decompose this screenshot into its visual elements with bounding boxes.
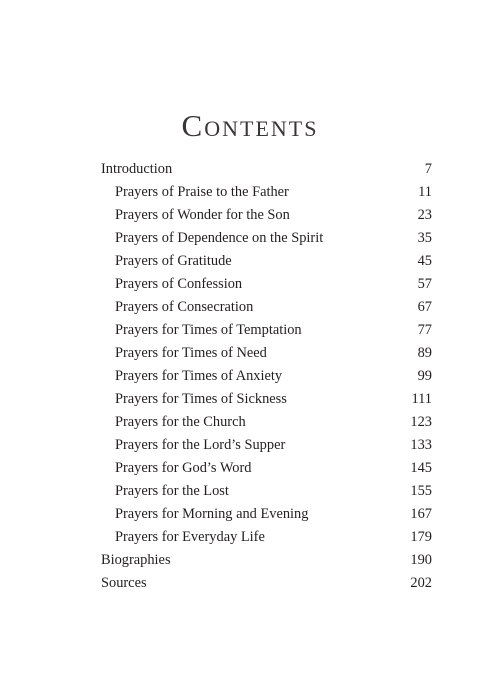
toc-entry <box>101 572 432 595</box>
toc-entry-page-number: 77 <box>417 322 432 338</box>
toc-entry-page-number: 167 <box>410 506 432 522</box>
toc-entry-title: Prayers for Everyday Life <box>115 529 265 545</box>
toc-entry-title: Prayers of Praise to the Father <box>115 184 289 200</box>
toc-entry <box>101 526 432 549</box>
toc-entry-title: Prayers for the Church <box>115 414 246 430</box>
toc-entry-title: Prayers for Morning and Evening <box>115 506 309 522</box>
toc-entry <box>101 457 432 480</box>
toc-entry <box>101 296 432 319</box>
toc-entry <box>101 388 432 411</box>
toc-entry-title: Prayers for God’s Word <box>115 460 252 476</box>
toc-entry-title: Prayers for Times of Need <box>115 345 267 361</box>
toc-entry-page-number: 202 <box>410 575 432 591</box>
toc-entry-page-number: 123 <box>410 414 432 430</box>
toc-entry-page-number: 67 <box>417 299 432 315</box>
toc-entry <box>101 319 432 342</box>
toc-entry-title: Prayers for Times of Sickness <box>115 391 287 407</box>
toc-entry-page-number: 145 <box>410 460 432 476</box>
toc-entry <box>101 411 432 434</box>
toc-entry-page-number: 99 <box>417 368 432 384</box>
toc-entry <box>101 273 432 296</box>
toc-entry-title: Prayers for Times of Temptation <box>115 322 302 338</box>
toc-entry-title: Prayers for the Lord’s Supper <box>115 437 286 453</box>
toc-entry <box>101 227 432 250</box>
toc-entry-title: Prayers for Times of Anxiety <box>115 368 283 384</box>
toc-entry-page-number: 35 <box>417 230 432 246</box>
toc-entry-page-number: 111 <box>411 391 432 407</box>
toc-entry <box>101 181 432 204</box>
toc-entry-page-number: 23 <box>417 207 432 223</box>
toc-entry <box>101 158 432 181</box>
table-of-contents <box>101 158 432 595</box>
toc-entry <box>101 204 432 227</box>
toc-entry <box>101 480 432 503</box>
toc-entry <box>101 342 432 365</box>
toc-entry <box>101 250 432 273</box>
toc-entry-page-number: 11 <box>418 184 432 200</box>
toc-entry-page-number: 155 <box>410 483 432 499</box>
toc-entry-page-number: 133 <box>410 437 432 453</box>
toc-entry-title: Prayers for the Lost <box>115 483 229 499</box>
toc-entry-page-number: 89 <box>417 345 432 361</box>
toc-entry <box>101 549 432 572</box>
toc-entry-title: Prayers of Consecration <box>115 299 254 315</box>
toc-entry-page-number: 190 <box>410 552 432 568</box>
page-title: Contents <box>181 108 319 143</box>
toc-entry-page-number: 7 <box>424 161 432 177</box>
toc-entry <box>101 434 432 457</box>
toc-entry-page-number: 45 <box>417 253 432 269</box>
toc-entry-title: Prayers of Confession <box>115 276 243 292</box>
toc-entry-title: Introduction <box>101 161 173 177</box>
toc-entry-title: Biographies <box>101 552 171 568</box>
toc-entry-page-number: 179 <box>410 529 432 545</box>
toc-entry <box>101 365 432 388</box>
toc-entry <box>101 503 432 526</box>
toc-entry-title: Sources <box>101 575 147 591</box>
toc-entry-title: Prayers of Dependence on the Spirit <box>115 230 324 246</box>
toc-entry-page-number: 57 <box>417 276 432 292</box>
toc-entry-title: Prayers of Gratitude <box>115 253 232 269</box>
toc-entry-title: Prayers of Wonder for the Son <box>115 207 290 223</box>
